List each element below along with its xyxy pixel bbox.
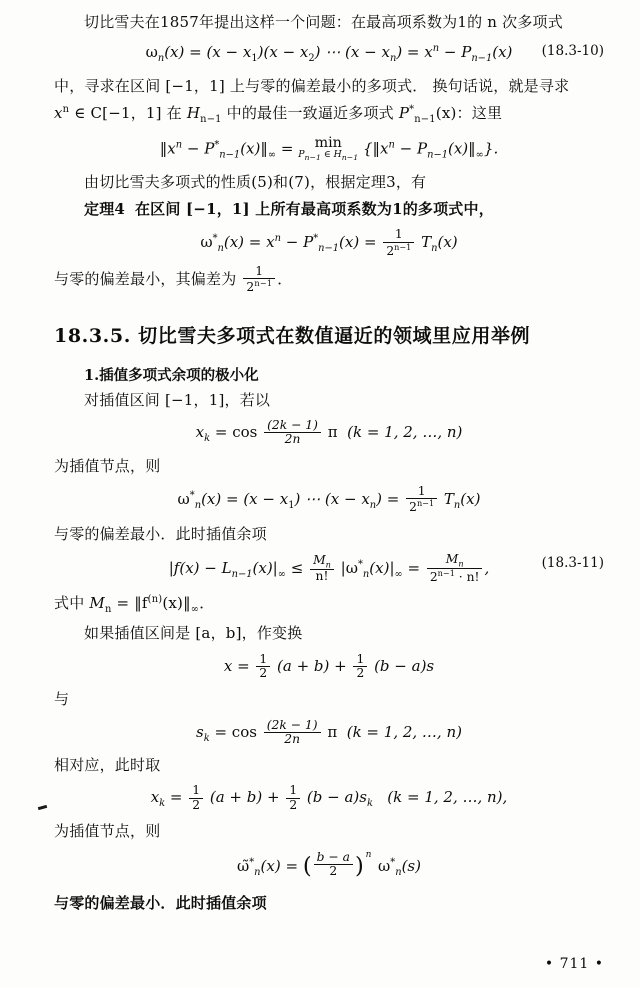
- paragraph-5: [54, 265, 604, 295]
- equation-number: (18.3-10): [541, 43, 604, 60]
- theorem-statement: 在区间 [−1，1] 上所有最高项系数为1的多项式中，: [134, 200, 494, 219]
- fraction-half-1: $\frac{1}{2}$: [256, 653, 270, 681]
- paren-power-group: ( $\frac{b - a}{2}$ ) n: [302, 849, 372, 880]
- equation-18-3-10-body: $\omega_n(x) = (x - x_1)(x - x_2)$ ⋯ $(x - x_n) = x^n - P_{n-1}(x)$: [145, 43, 513, 65]
- equation-nodes-sk: [54, 719, 604, 747]
- paragraph-intro: 切比雪夫在1857年提出这样一个问题：在最高项系数为1的 n 次多项式: [84, 13, 563, 31]
- equation-nodes-xk-ab-body: $x_k$ = $\frac{1}{2}$ (a + b) + $\frac{1}{2}$ $(b - a)s_k$ (k = 1, 2, …, n),: [150, 783, 508, 812]
- paragraph-2: 中，寻求在区间 [−1，1] 上与零的偏差最小的多项式． 换句话说，就是寻求: [54, 77, 570, 96]
- fraction-2k-1-over-2n-b: $\frac{(2k - 1)}{2n}$: [264, 719, 321, 747]
- paragraph-11: 与: [54, 690, 70, 709]
- text-column: [54, 10, 604, 918]
- page-folio: • 711 •: [544, 956, 604, 972]
- fraction-deviation: $\frac{1}{2^{n-1}}$: [243, 265, 275, 295]
- equation-theorem4-body: $\omega^*_n(x) = x^n - P^*_{n-1}(x)$ = $\frac{1}{2^{n-1}}$ $T_n(x)$: [200, 227, 458, 258]
- paragraph-10: 如果插值区间是 [a，b]，作变换: [84, 624, 303, 643]
- fraction-one-over-2n-1: $\frac{1}{2^{n-1}}$: [383, 228, 414, 258]
- fraction-b-minus-a-over-2: $\frac{b - a}{2}$: [314, 851, 353, 879]
- paragraph-13: 为插值节点，则: [54, 822, 161, 841]
- paragraph-3: $x^n$ ∈ C[−1，1] 在 $H_{n-1}$ 中的最佳一致逼近多项式 $P^*_{n-1}(x)$：这里: [54, 104, 503, 126]
- fraction-2k-1-over-2n: $\frac{(2k - 1)}{2n}$: [264, 419, 321, 447]
- equation-18-3-11-body: $|f(x) - L_{n-1}(x)|_\infty$ ≤ $\frac{M_n}{n!}$ $|\omega^*_n(x)|_\infty$ = $\frac{M_n}{2^{n-1} \cdot n!}$ ,: [168, 551, 490, 585]
- paragraph-4: 由切比雪夫多项式的性质(5)和(7)，根据定理3，有: [84, 172, 427, 191]
- subsection-heading-1: 1.插值多项式余项的极小化: [84, 366, 259, 384]
- equation-number-2: (18.3-11): [541, 554, 604, 571]
- equation-variable-change: [54, 653, 604, 681]
- fraction-Mn-over-nfact: $\frac{M_n}{n!}$: [310, 554, 334, 583]
- equation-18-3-10: [54, 41, 604, 67]
- fraction-Mn-over-2n-1-nfact: $\frac{M_n}{2^{n-1} \cdot n!}$: [427, 553, 483, 585]
- equation-omega-star-body: $\omega^*_n(x) = (x - x_1)$ ⋯ $(x - x_n)$ = $\frac{1}{2^{n-1}}$ $T_n(x)$: [177, 483, 481, 515]
- equation-omega-tilde: [54, 850, 604, 884]
- equation-18-3-11: [54, 553, 604, 585]
- paragraph-5-text: 与零的偏差最小，其偏差为: [54, 269, 242, 288]
- paragraph-5-period: ．: [277, 269, 293, 288]
- paragraph-9: 式中 $M_n$ = $‖f^{(n)}(x)‖_\infty$．: [54, 594, 215, 616]
- paragraph-14: 与零的偏差最小．此时插值余项: [54, 894, 267, 913]
- fraction-half-4: $\frac{1}{2}$: [286, 784, 300, 812]
- equation-nodes-sk-body: $s_k = \cos$ $\frac{(2k - 1)}{2n}$ π (k = 1, 2, …, n): [196, 717, 462, 746]
- equation-theorem4: [54, 228, 604, 258]
- equation-minimax-norm-body: $‖x^n$ − $P^*_{n-1}(x)‖_\infty$ = min $P_{n-1}$ ∈ $H_{n-1}$ {$‖x^n$ − $P_{n-1}(x)‖_\infty$}.: [159, 134, 499, 163]
- theorem-label: 定理4: [84, 200, 126, 219]
- equation-nodes-xk: [54, 419, 604, 447]
- paragraph-6: 对插值区间 [−1，1]，若以: [84, 390, 271, 409]
- equation-nodes-xk-body: $x_k = \cos$ $\frac{(2k - 1)}{2n}$ π (k = 1, 2, …, n): [195, 417, 463, 447]
- paragraph-8: 与零的偏差最小．此时插值余项: [54, 524, 267, 543]
- equation-minimax-norm: [54, 136, 604, 163]
- theorem-4: [54, 197, 604, 221]
- stray-ink-mark: [38, 805, 47, 810]
- paragraph-7: 为插值节点，则: [54, 456, 161, 475]
- section-heading: 18.3.5. 切比雪夫多项式在数值逼近的领域里应用举例: [54, 324, 531, 347]
- equation-variable-change-body: x = $\frac{1}{2}$ (a + b) + $\frac{1}{2}$ (b − a)s: [223, 651, 435, 680]
- equation-omega-tilde-body: $\omegã^*_n(x)$ = ( $\frac{b - a}{2}$ ) n $\omega^*_n(s)$: [237, 850, 421, 884]
- equation-nodes-xk-ab: [54, 784, 604, 812]
- equation-omega-star: [54, 485, 604, 515]
- fraction-half-3: $\frac{1}{2}$: [189, 784, 203, 812]
- fraction-half-2: $\frac{1}{2}$: [353, 653, 367, 681]
- paragraph-12: 相对应，此时取: [54, 756, 161, 775]
- fraction-one-over-2n-1-b: $\frac{1}{2^{n-1}}$: [406, 485, 437, 515]
- min-operator: min $P_{n-1}$ ∈ $H_{n-1}$: [298, 134, 359, 163]
